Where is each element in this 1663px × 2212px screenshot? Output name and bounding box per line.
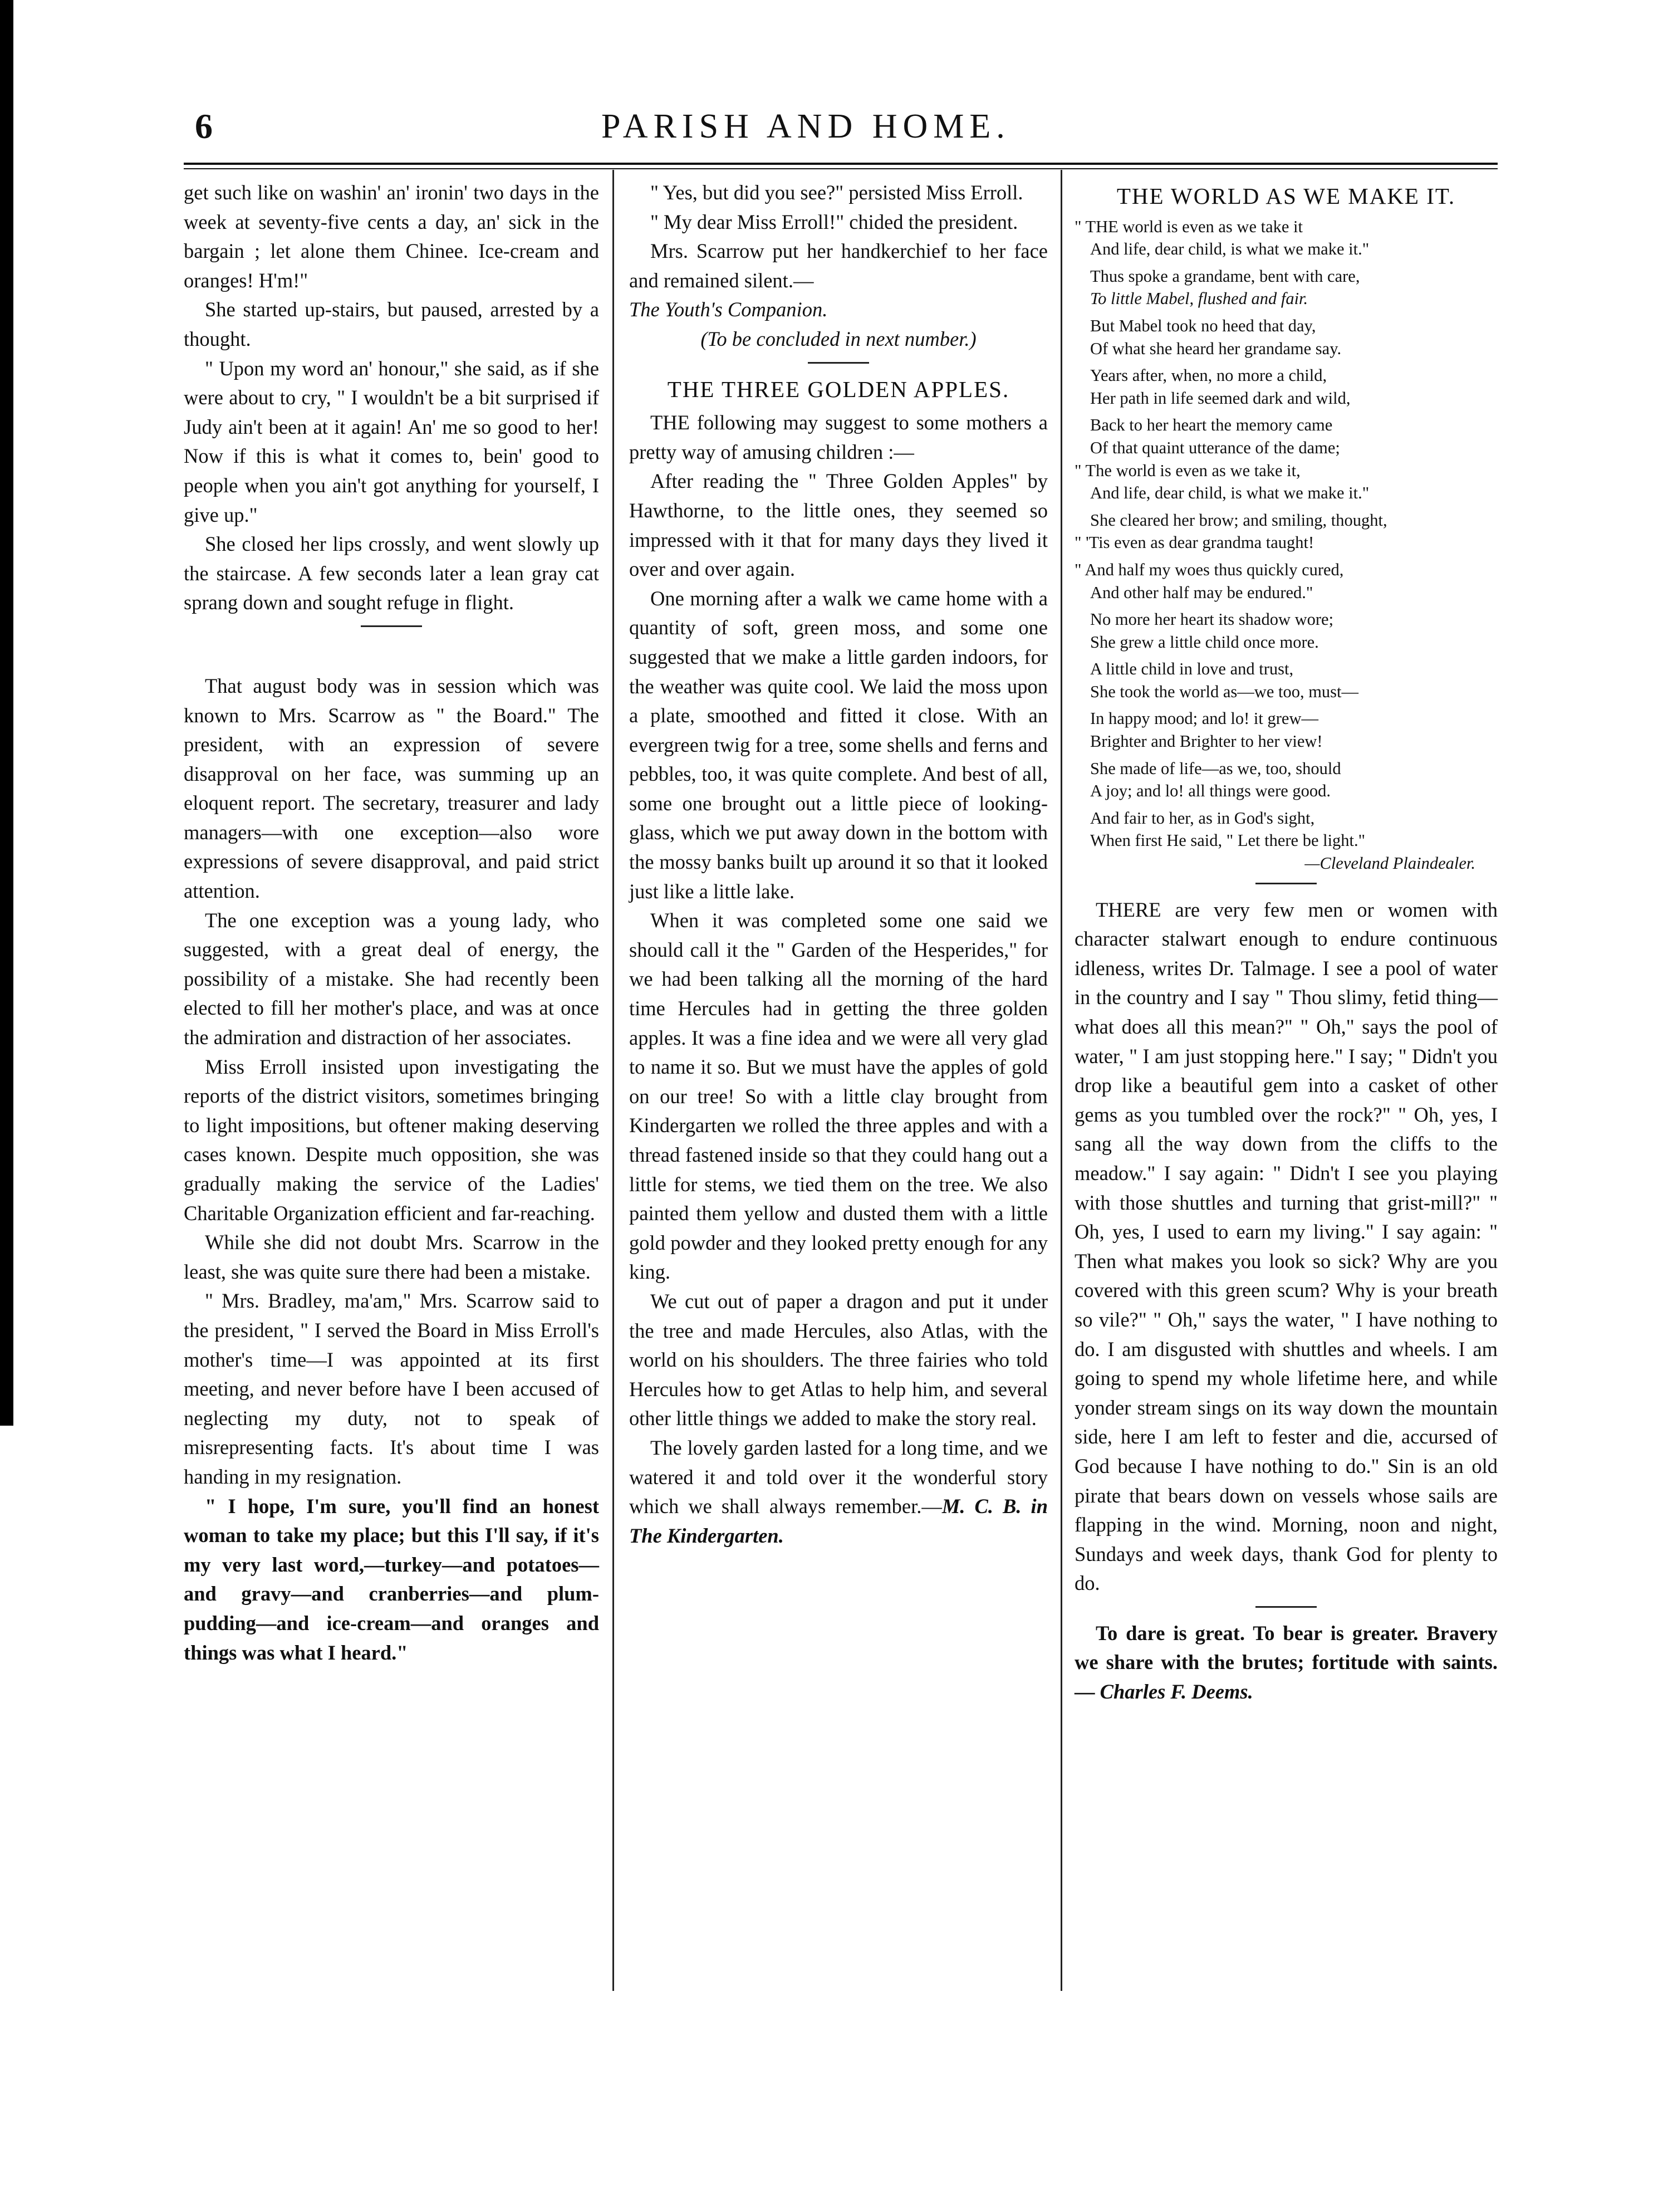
column-3: [1075, 178, 1498, 1707]
section-break-rule: [1255, 883, 1317, 884]
poem-line: She took the world as—we too, must—: [1090, 682, 1359, 701]
paragraph: That august body was in session which was known to Mrs. Scarrow as " the Board." The president, with an expression of severe disapproval on her face, was summing up an eloquent report. The secretary, treasurer and lady managers—with one exception—also wore expressions of severe disapproval, and paid strict attention.: [184, 674, 599, 903]
paragraph: " My dear Miss Erroll!" chided the president.: [650, 210, 1018, 233]
paragraph: " I hope, I'm sure, you'll find an honest woman to take my place; but this I'll say, if it's my very last word,—turkey—and potatoes—and gravy—and cranberries—and plum-pudding—and ice-cream—and oranges and things was what I heard.": [184, 1494, 599, 1664]
signature: M. C. B. in The Kindergarten.: [629, 1495, 1048, 1547]
poem-line: A little child in love and trust,: [1090, 659, 1294, 679]
paragraph: " Yes, but did you see?" persisted Miss Erroll.: [650, 181, 1023, 204]
paragraph: We cut out of paper a dragon and put it under the tree and made Hercules, also Atlas, with the world on his shoulders. The three fairies who told Hercules how to get Atlas to help him, and several other little things we added to make the story real.: [629, 1289, 1048, 1430]
poem: [1075, 216, 1498, 875]
deems-quote: [1075, 1619, 1498, 1707]
quote-credit: Charles F. Deems.: [1100, 1680, 1253, 1704]
poem-line: To little Mabel, flushed and fair.: [1090, 289, 1308, 309]
paragraph: [1075, 1619, 1498, 1707]
paragraph: The one exception was a young lady, who suggested, with a great deal of energy, the possibility of a mistake. She had recently been elected to fill her mother's place, and was at once the admiration and distraction of her associates.: [184, 908, 599, 1049]
header-rule: [184, 163, 1498, 165]
poem-line: A joy; and lo! all things were good.: [1090, 781, 1331, 801]
column-divider: [1061, 170, 1062, 1991]
poem-line: " 'Tis even as dear grandma taught!: [1075, 533, 1314, 552]
talmage-article: [1075, 895, 1498, 1598]
poem-line: Of what she heard her grandame say.: [1090, 339, 1342, 358]
paragraph: Miss Erroll insisted upon investigating the reports of the district visitors, sometimes bringing to light impositions, but oftener making deserving cases known. Despite much opposition, she was gradually making the service of the Ladies' Charitable Organization efficient and far-reaching.: [184, 1055, 599, 1225]
poem-line: " And half my woes thus quickly cured,: [1075, 560, 1344, 579]
poem-line: And life, dear child, is what we make it.": [1090, 483, 1370, 503]
article-title: THE THREE GOLDEN APPLES.: [667, 376, 1010, 402]
paragraph: THERE are very few men or women with character stalwart enough to endure continuous idleness, writes Dr. Talmage. I see a pool of water in the country and I say " Thou slimy, fetid thing—what does all this mean?" " Oh," says the pool of water, " I am just stopping here." I say; " Didn't you drop like a beautiful gem into a casket of other gems as you tumbled over the rock?" " Oh, yes, I sang all the way down from the cliffs to the meadow." I say again: " Didn't I see you playing with those shuttles and turning that grist-mill?" " Oh, yes, I used to earn my living." I say again: " Then what makes you look so sick? Why are you covered with this green scum? Why is your breath so vile?" " Oh," says the water, " I have nothing to do. I am disgusted with shuttles and wheels. I am going to spend my whole lifetime here, and while yonder stream sings on its way down the mountain side, here I am left to fester and die, accursed of God because I have nothing to do." Sin is an old pirate that bears down on vessels whose sails are flapping in the wind. Morning, noon and night, Sundays and week days, thank God for plenty to do.: [1075, 898, 1498, 1595]
poem-line: No more her heart its shadow wore;: [1090, 610, 1334, 629]
poem-line: Years after, when, no more a child,: [1090, 366, 1327, 385]
poem-line: Thus spoke a grandame, bent with care,: [1090, 266, 1360, 286]
poem-line: And life, dear child, is what we make it.": [1090, 239, 1370, 259]
poem-title: THE WORLD AS WE MAKE IT.: [1116, 183, 1456, 209]
paragraph: get such like on washin' an' ironin' two days in the week at seventy-five cents a day, an' sick in the bargain ; let alone them Chinee. Ice-cream and oranges! H'm!": [184, 181, 599, 292]
paragraph: When it was completed some one said we should call it the " Garden of the Hesperides," for we had been talking all the morning of the hard time Hercules had in getting the three golden apples. It was a fine idea and we were all very glad to name it so. But we must have the apples of gold on our tree! So with a little clay brought from Kindergarten we rolled the three apples and with a thread fastened inside so that they could hang out a little for stems, we tied them on the tree. We also painted them yellow and dusted them with a little gold powder and they looked pretty enough for any king.: [629, 909, 1048, 1284]
page-binding-edge: [0, 0, 13, 1426]
section-break-rule: [1255, 1606, 1317, 1608]
paragraph: Mrs. Scarrow put her handkerchief to her face and remained silent.—: [629, 239, 1048, 292]
poem-line: " The world is even as we take it,: [1075, 461, 1301, 480]
continued-note: (To be concluded in next number.): [700, 327, 977, 350]
paragraph: " Upon my word an' honour," she said, as if she were about to cry, " I wouldn't be a bit surprised if Judy ain't been at it again! An' me so good to her! Now if this is what it comes to, bein' good to people when you ain't got anything for yourself, I give up.": [184, 356, 599, 526]
paragraph: One morning after a walk we came home with a quantity of soft, green moss, and some one suggested that we make a little garden indoors, for the weather was quite cool. We laid the moss upon a plate, smoothed and fitted it close. With an evergreen twig for a tree, some shells and ferns and pebbles, too, it was quite complete. And best of all, some one brought out a little piece of looking-glass, which we put away down in the bottom with the mossy banks built up around it so that it looked just like a little lake.: [629, 586, 1048, 903]
paragraph: THE following may suggest to some mothers a pretty way of amusing children :—: [629, 411, 1048, 463]
paragraph: She closed her lips crossly, and went slowly up the staircase. A few seconds later a lean gray cat sprang down and sought refuge in flight.: [184, 532, 599, 614]
poem-line: Her path in life seemed dark and wild,: [1090, 388, 1351, 408]
poem-line: Back to her heart the memory came: [1090, 415, 1333, 435]
poem-line: And other half may be endured.": [1090, 583, 1313, 602]
poem-line: She grew a little child once more.: [1090, 632, 1319, 652]
poem-line: But Mabel took no heed that day,: [1090, 316, 1316, 335]
quote-text: To dare is great. To bear is greater. Bravery we share with the brutes; fortitude with saints. —: [1075, 1621, 1498, 1704]
column-2: [629, 178, 1048, 1550]
poem-line: When first He said, " Let there be light.": [1090, 831, 1366, 850]
column-divider: [612, 170, 614, 1991]
column-1: [184, 178, 599, 1667]
paragraph: " Mrs. Bradley, ma'am," Mrs. Scarrow said to the president, " I served the Board in Miss Erroll's mother's time—I was appointed at its first meeting, and never before have I been accused of neglecting my duty, not to speak of misrepresenting facts. It's about time I was handing in my resignation.: [184, 1289, 599, 1488]
paragraph: While she did not doubt Mrs. Scarrow in the least, she was quite sure there had been a mistake.: [184, 1231, 599, 1283]
header-rule-thin: [184, 168, 1498, 169]
section-break-rule: [361, 625, 422, 627]
poem-credit: —Cleveland Plaindealer.: [1304, 854, 1475, 873]
paragraph-text: The lovely garden lasted for a long time, and we watered it and told over it the wonderful story which we shall always remember.—: [629, 1436, 1048, 1518]
poem-line: And fair to her, as in God's sight,: [1090, 808, 1315, 828]
paragraph: She started up-stairs, but paused, arrested by a thought.: [184, 298, 599, 350]
poem-line: She made of life—as we, too, should: [1090, 758, 1341, 778]
paragraph: [629, 1433, 1048, 1550]
section-gap: [184, 638, 599, 672]
poem-line: " THE world is even as we take it: [1075, 217, 1303, 236]
poem-line: She cleared her brow; and smiling, thought,: [1090, 510, 1387, 530]
poem-line: In happy mood; and lo! it grew—: [1090, 709, 1318, 728]
running-head-title: PARISH AND HOME.: [601, 107, 1010, 145]
paragraph: After reading the " Three Golden Apples" by Hawthorne, to the little ones, they seemed so impressed with it that for many days they lived it over and over again.: [629, 469, 1048, 581]
poem-line: Of that quaint utterance of the dame;: [1090, 438, 1340, 457]
page-number: 6: [195, 106, 213, 146]
poem-line: Brighter and Brighter to her view!: [1090, 732, 1323, 751]
section-break-rule: [808, 362, 869, 364]
source-credit: The Youth's Companion.: [629, 298, 828, 321]
